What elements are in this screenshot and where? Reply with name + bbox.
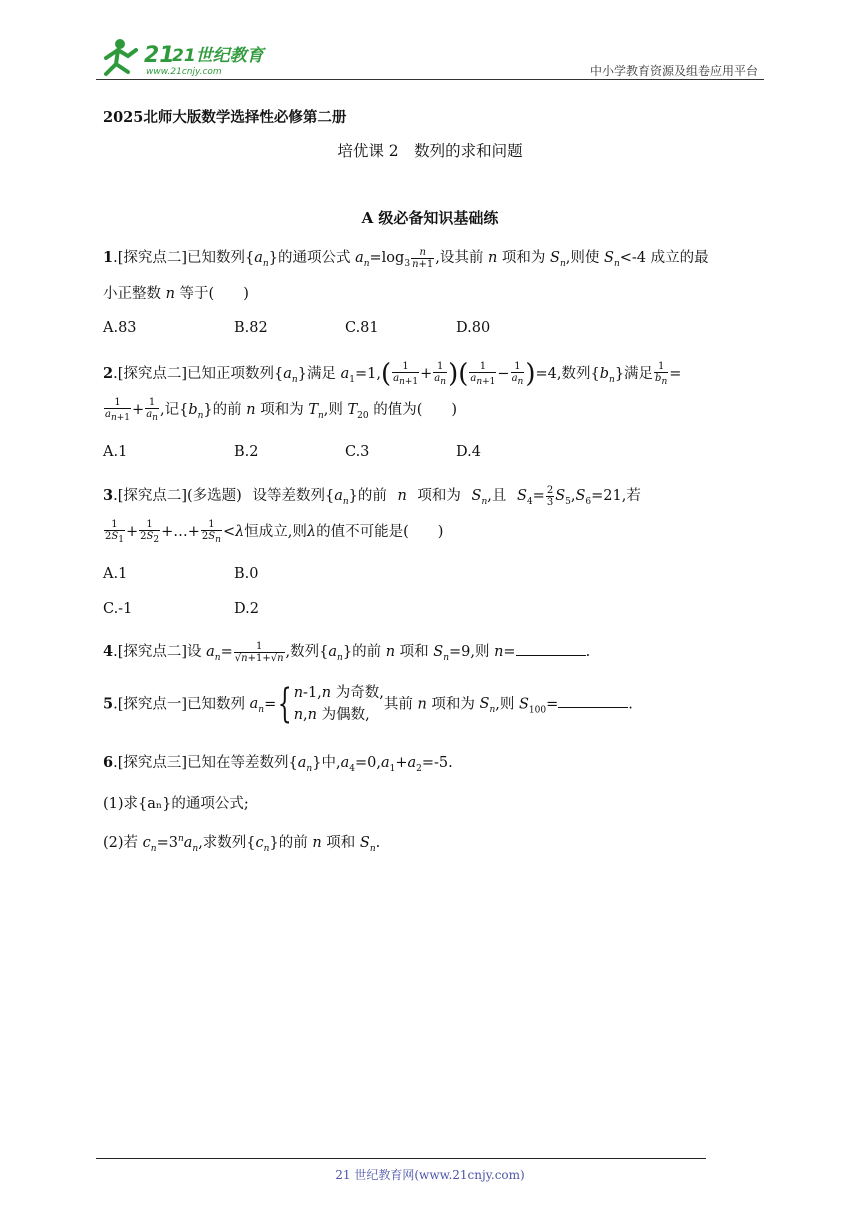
answer-blank[interactable] [516, 643, 586, 656]
choice-c[interactable]: C.3 [345, 444, 370, 460]
question-2-choices [103, 444, 481, 460]
choice-b[interactable]: B.0 [234, 566, 259, 582]
svg-text:21世纪教育: 21世纪教育 [172, 46, 264, 66]
choice-d[interactable]: D.80 [456, 320, 491, 336]
svg-text:www.21cnjy.com: www.21cnjy.com [146, 67, 222, 77]
answer-blank[interactable] [558, 695, 628, 708]
choice-a[interactable]: A.83 [103, 320, 137, 336]
footer-divider [96, 1158, 706, 1159]
header-tagline: 中小学教育资源及组卷应用平台 [589, 64, 758, 78]
book-title: 2025北师大版数学选择性必修第二册 [103, 109, 347, 126]
page-header [96, 36, 764, 80]
section-title: A 级必备知识基础练 [361, 209, 499, 227]
question-1-choices [103, 320, 490, 336]
question-6: 6.[探究点三]已知在等差数列$\{a_n\}$中$,a_4=0,a_1+a_2=-5$. (1)求{aₙ}的通项公式; (2)若 $c_n=3^na_n$,求数列$\{c_n\}$的前 n 项和 $S_n$. [103, 754, 453, 854]
choice-c[interactable]: C.81 [345, 320, 379, 336]
svg-text:21: 21 [144, 43, 175, 68]
question-6-part-1: (1)求{aₙ}的通项公式; [103, 795, 249, 812]
choice-a[interactable]: A.1 [103, 444, 128, 460]
choice-b[interactable]: B.2 [234, 444, 259, 460]
question-3: 3.[探究点二](多选题) 设等差数列$\{a_n\}$的前 n 项和为 $S_n$,且 $S_4=$ $\frac{2}{3}$ $S_5,S_6=21$,若 $\frac{1}{2S_1}$ + $\frac{1}{2S_2}$ +…+ $\frac{1}{2S_n}$ <λ恒成立,则λ的值不可能是( ) [103, 484, 641, 545]
question-5: 5.[探究点一]已知数列 $a_n=${ n-1,n 为奇数, n,n 为偶数,其前 n 项和为 $S_n$,则 $S_{100}=$ . [103, 681, 633, 728]
question-1: 1.[探究点二]已知数列$\{a_n\}$的通项公式 $a_n=\log_3$ $\frac{n}{n+1}$ ,设其前 n 项和为 $S_n$,则使 $S_n<-4$ 成立的最 小正整数 n 等于( ) [103, 246, 709, 302]
question-3-choices-row2 [103, 601, 259, 617]
lesson-title: 培优课 2 数列的求和问题 [337, 142, 523, 160]
question-4: 4.[探究点二]设 $a_n=$ $\frac{1}{√n+1+√n}$ ,数列$\{a_n\}$的前 n 项和 $S_n=9$,则 n= . [103, 640, 591, 664]
footer-link[interactable]: 21 世纪教育网(www.21cnjy.com) [335, 1168, 525, 1182]
choice-d[interactable]: D.2 [234, 601, 259, 617]
header-divider [96, 79, 764, 80]
question-3-choices-row1 [103, 566, 259, 582]
choice-c[interactable]: C.-1 [103, 601, 133, 617]
question-2: 2.[探究点二]已知正项数列$\{a_n\}$满足 $a_1=1$,( $\frac{1}{a_{n+1}}$ + $\frac{1}{a_n}$ )( $\frac{1}{a_{n+1}}$ − $\frac{1}{a_n}$ )=4,数列$\{b_n\}$满足 $\frac{1}{b_n}$ = $\frac{1}{a_{n+1}}$ + $\frac{1}{a_n}$ ,记$\{b_n\}$的前 n 项和为 $T_n$,则 $T_{20}$ 的值为( ) [103, 359, 682, 423]
choice-b[interactable]: B.82 [234, 320, 268, 336]
choice-d[interactable]: D.4 [456, 444, 481, 460]
choice-a[interactable]: A.1 [103, 566, 128, 582]
21cnjy-logo-icon [96, 36, 266, 78]
